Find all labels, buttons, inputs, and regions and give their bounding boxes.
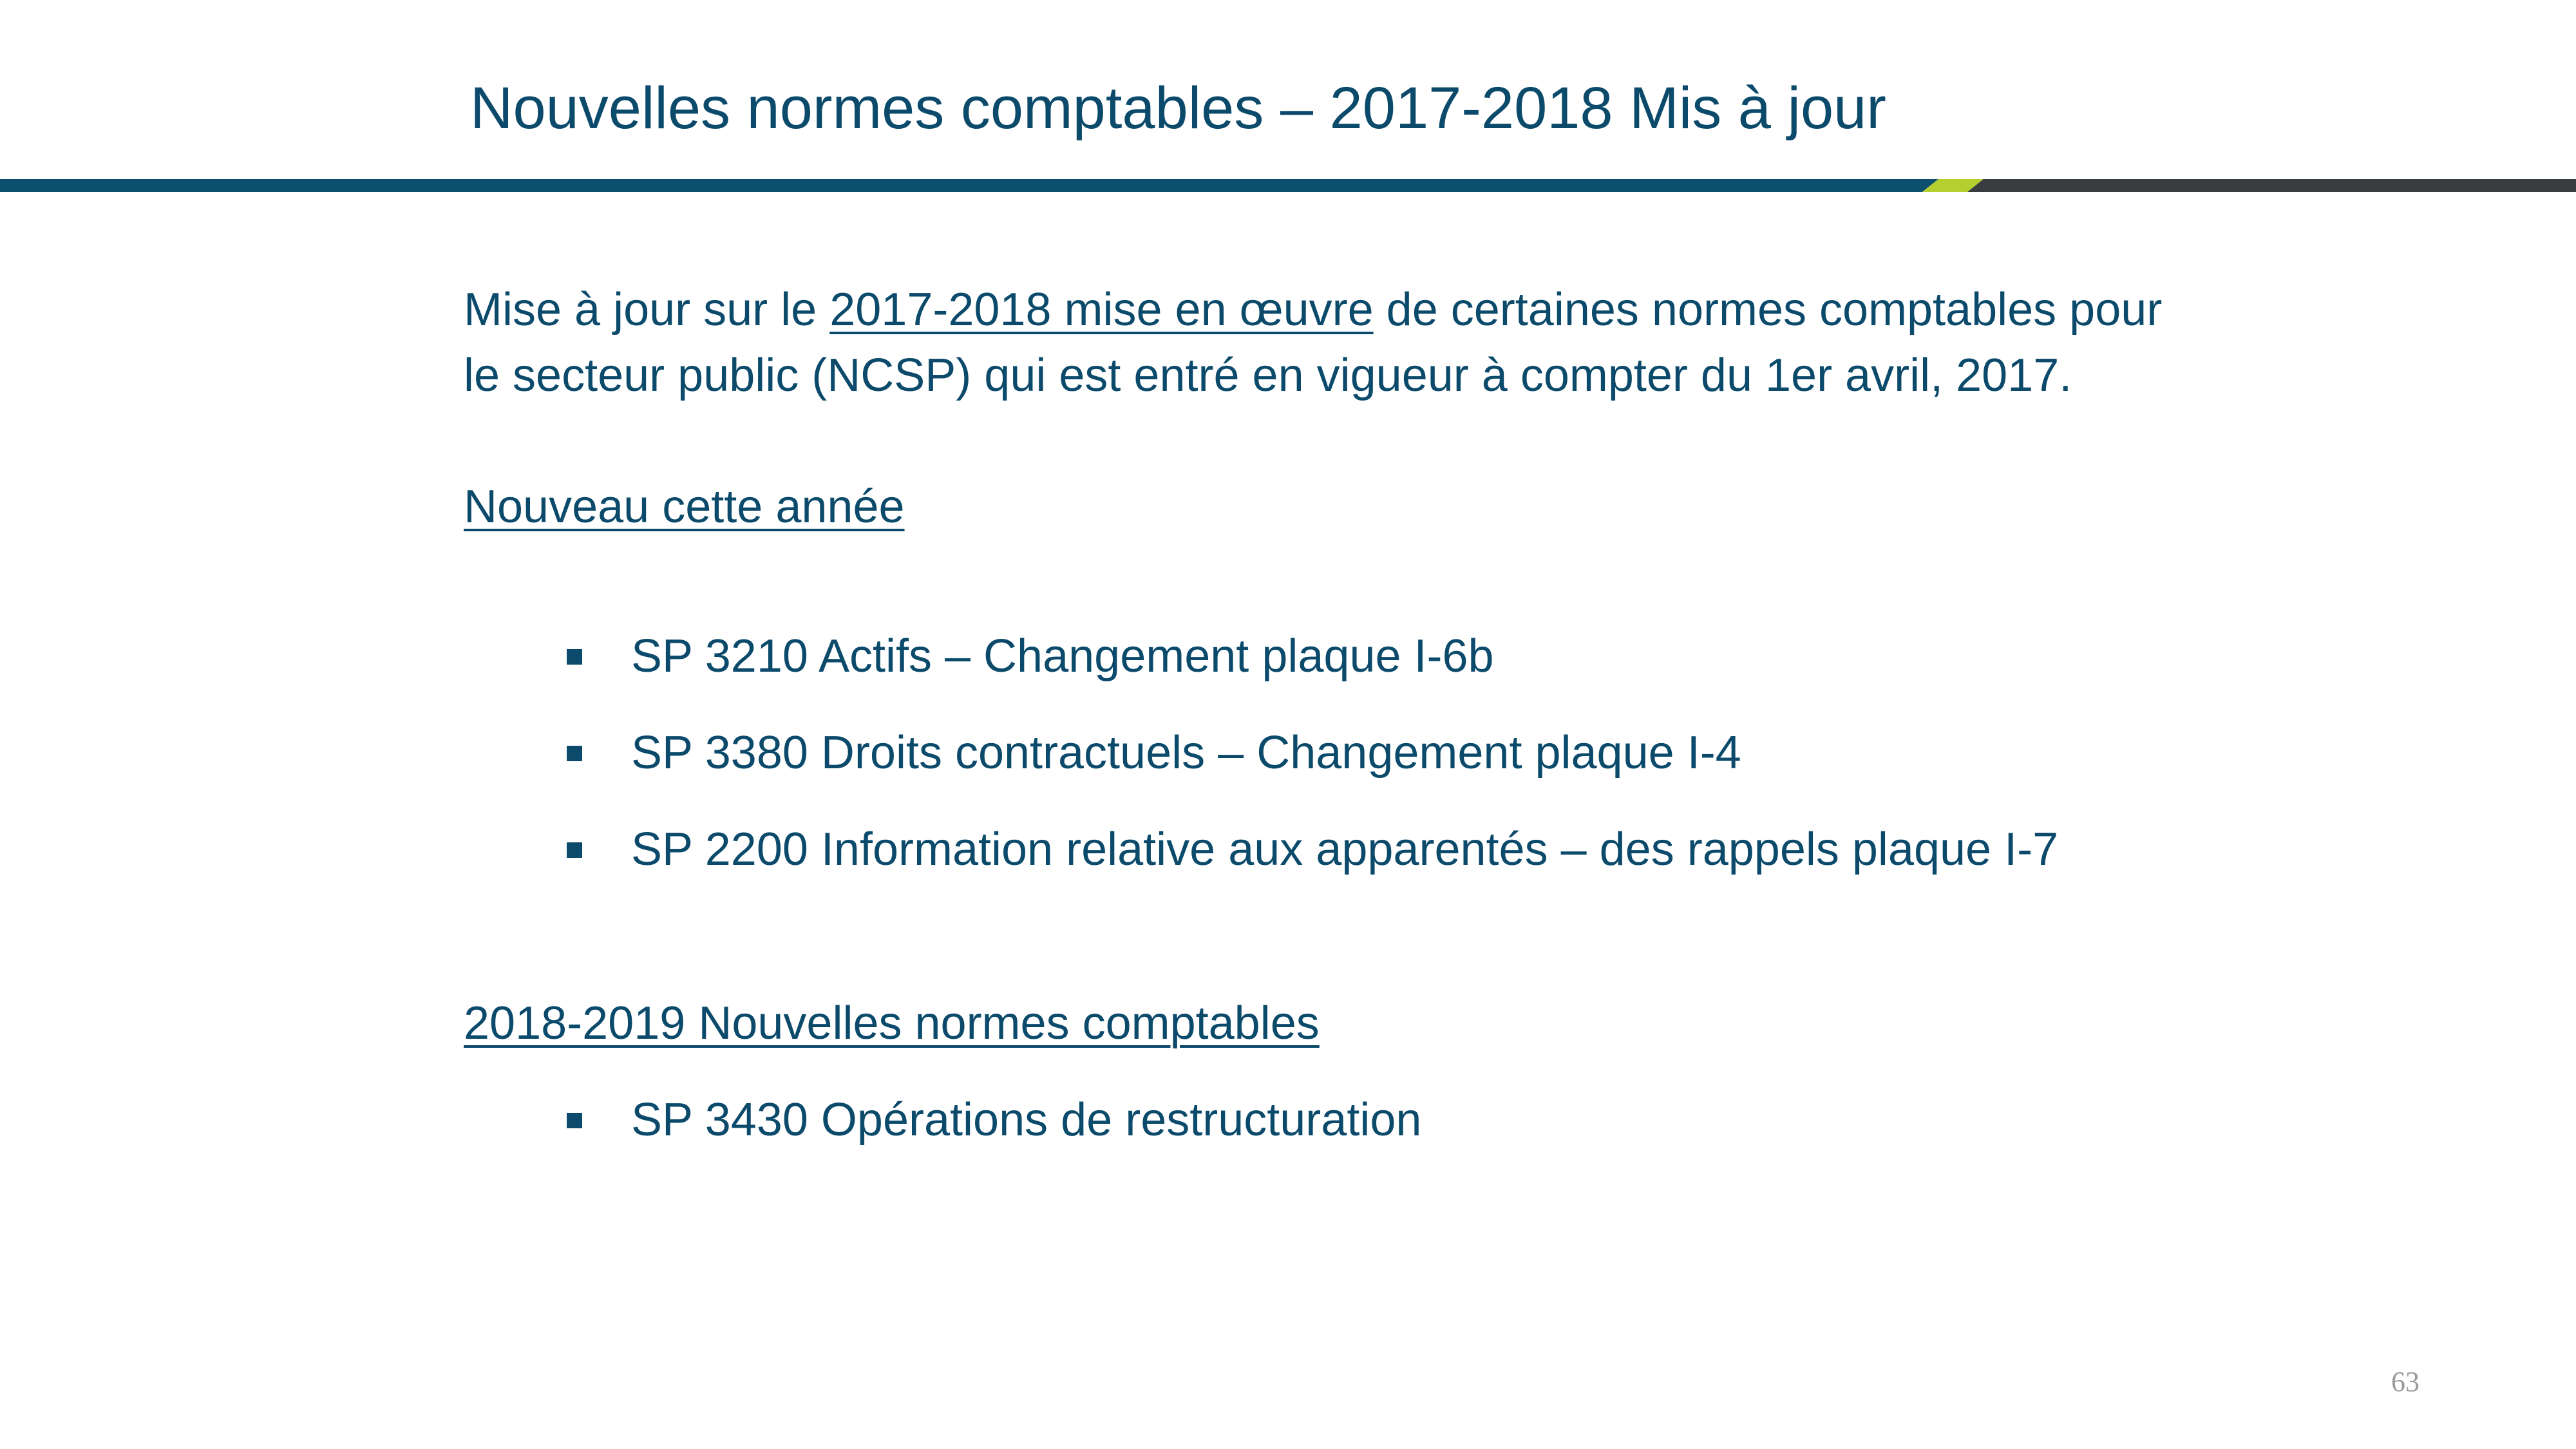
bullet-list-new (464, 623, 2202, 882)
list-item (464, 1087, 2202, 1153)
page-number: 63 (2391, 1366, 2420, 1397)
list-item-text: SP 2200 Information relative aux apparentés – des rappels plaque I-7 (631, 824, 2059, 875)
intro-text-after: de certaines normes comptables pour le secteur public (NCSP) qui est entré en vigueur à compter du 1er avril, 2017. (464, 284, 2163, 401)
intro-paragraph (464, 277, 2202, 408)
section-heading-new: Nouveau cette année (464, 481, 905, 533)
section-heading-next: 2018-2019 Nouvelles normes comptables (464, 998, 1320, 1049)
list-item-text: SP 3380 Droits contractuels – Changement plaque I-4 (631, 727, 1741, 779)
header-band (0, 179, 2576, 192)
list-item (464, 817, 2202, 882)
header-band-blue (0, 179, 1938, 192)
square-bullet-icon (567, 649, 582, 665)
intro-text-before: Mise à jour sur le (464, 284, 830, 336)
square-bullet-icon (567, 746, 582, 761)
square-bullet-icon (567, 1113, 582, 1128)
list-item-text: SP 3210 Actifs – Changement plaque I-6b (631, 630, 1494, 682)
list-item (464, 623, 2202, 689)
bullet-list-next (464, 1087, 2202, 1153)
square-bullet-icon (567, 842, 582, 858)
header-band-dark (1967, 179, 2576, 192)
slide-title: Nouvelles normes comptables – 2017-2018 Mis à jour (470, 75, 1886, 141)
list-item-text: SP 3430 Opérations de restructuration (631, 1094, 1422, 1146)
list-item (464, 720, 2202, 786)
intro-link[interactable]: 2017-2018 mise en œuvre (829, 284, 1374, 336)
slide-content (464, 277, 2202, 1153)
